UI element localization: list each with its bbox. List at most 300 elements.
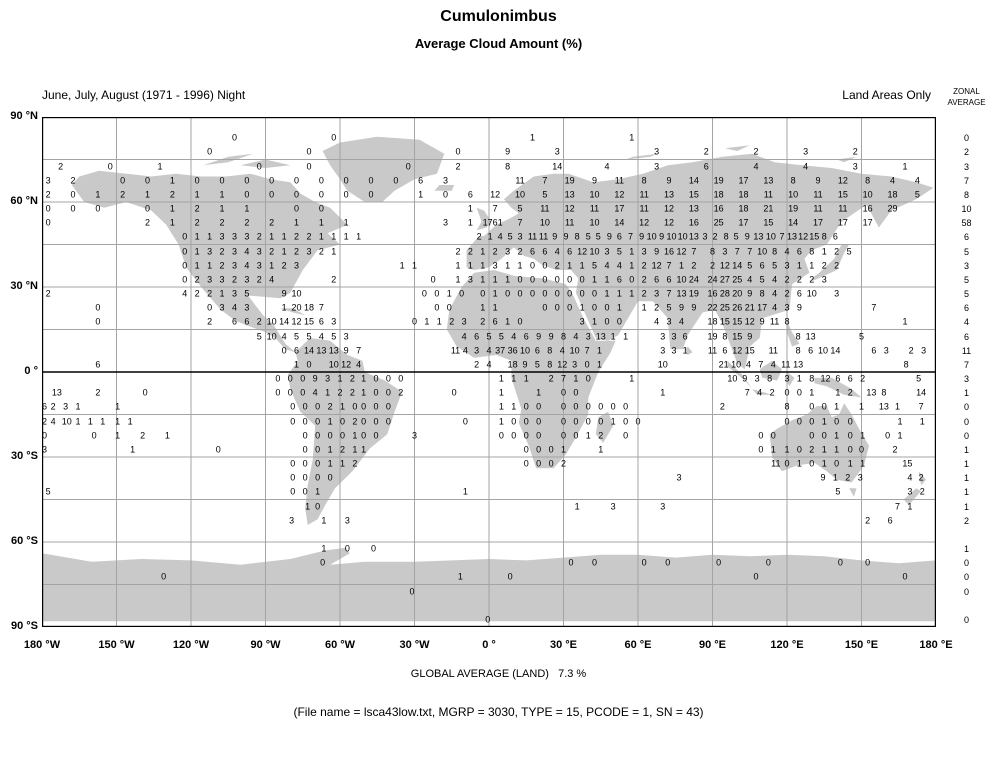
zonal-average-value: 0 bbox=[963, 416, 969, 427]
grid-value: 0 bbox=[567, 288, 573, 299]
grid-value: 11 bbox=[639, 203, 649, 214]
grid-value: 11 bbox=[813, 203, 823, 214]
grid-value: 0 bbox=[784, 458, 790, 469]
grid-value: 1 bbox=[517, 260, 523, 271]
grid-value: 11 bbox=[639, 189, 649, 200]
grid-value: 1 bbox=[629, 132, 635, 143]
grid-value: 0 bbox=[182, 231, 188, 242]
zonal-average-value: 2 bbox=[963, 147, 969, 158]
grid-value: 9 bbox=[796, 302, 802, 313]
grid-value: 5 bbox=[293, 331, 300, 342]
grid-value: 4 bbox=[312, 387, 318, 398]
grid-value: 2 bbox=[140, 430, 146, 441]
grid-value: 3 bbox=[666, 316, 672, 327]
grid-value: 3 bbox=[572, 359, 578, 370]
grid-value: 1 bbox=[585, 430, 591, 441]
grid-value: 1 bbox=[169, 175, 175, 186]
grid-value: 13 bbox=[316, 345, 327, 356]
grid-value: 1 bbox=[505, 260, 511, 271]
grid-value: 2 bbox=[847, 387, 853, 398]
grid-value: 21 bbox=[763, 203, 774, 214]
latitude-tick-label: 60 °S bbox=[10, 535, 38, 547]
grid-value: 4 bbox=[486, 345, 492, 356]
grid-value: 6 bbox=[682, 331, 688, 342]
grid-value: 0 bbox=[858, 444, 865, 455]
grid-value: 4 bbox=[914, 175, 920, 186]
grid-value: 0 bbox=[753, 571, 759, 582]
grid-value: 4 bbox=[573, 331, 579, 342]
grid-value: 0 bbox=[847, 430, 853, 441]
grid-value: 0 bbox=[758, 444, 764, 455]
grid-value: 0 bbox=[604, 316, 610, 327]
grid-value: 9 bbox=[281, 288, 287, 299]
grid-value: 0 bbox=[536, 444, 542, 455]
grid-value: 3 bbox=[784, 260, 790, 271]
grid-value: 15 bbox=[837, 189, 848, 200]
grid-value: 3 bbox=[231, 260, 238, 271]
grid-value: 2 bbox=[144, 217, 151, 228]
grid-value: 0 bbox=[231, 132, 238, 143]
grid-value: 2 bbox=[809, 444, 815, 455]
grid-value: 22 bbox=[707, 302, 718, 313]
grid-value: 1 bbox=[281, 231, 287, 242]
grid-value: 2 bbox=[641, 260, 647, 271]
grid-value: 1 bbox=[455, 260, 461, 271]
grid-value: 3 bbox=[231, 246, 238, 257]
grid-value: 1 bbox=[560, 444, 567, 455]
grid-value: 8 bbox=[821, 231, 827, 242]
grid-value: 0 bbox=[536, 401, 542, 412]
grid-value: 10 bbox=[266, 331, 277, 342]
grid-value: 0 bbox=[421, 288, 427, 299]
grid-value: 11 bbox=[527, 231, 538, 242]
grid-value: 3 bbox=[41, 444, 48, 455]
longitude-tick-label: 90 °E bbox=[698, 639, 727, 651]
grid-value: 6 bbox=[318, 316, 324, 327]
grid-value: 3 bbox=[660, 501, 666, 512]
grid-value: 2 bbox=[45, 288, 51, 299]
grid-value: 1 bbox=[897, 416, 903, 427]
grid-value: 3 bbox=[442, 217, 449, 228]
page-title: Cumulonimbus bbox=[440, 8, 557, 25]
grid-value: 2 bbox=[796, 274, 802, 285]
grid-value: 18 bbox=[887, 189, 898, 200]
grid-value: 0 bbox=[523, 444, 529, 455]
zonal-average-value: 10 bbox=[961, 204, 972, 215]
grid-value: 9 bbox=[563, 231, 569, 242]
grid-value: 8 bbox=[560, 331, 567, 342]
grid-value: 2 bbox=[784, 274, 790, 285]
grid-value: 18 bbox=[738, 189, 749, 200]
grid-value: 9 bbox=[759, 316, 765, 327]
zonal-average-value: 1 bbox=[963, 473, 969, 484]
grid-value: 6 bbox=[534, 345, 540, 356]
grid-value: 3 bbox=[784, 373, 790, 384]
grid-value: 14 bbox=[732, 260, 743, 271]
land-areas-label: Land Areas Only bbox=[842, 88, 931, 102]
longitude-tick-label: 120 °W bbox=[172, 639, 210, 651]
grid-value: 1 bbox=[194, 260, 200, 271]
grid-value: 1 bbox=[480, 246, 486, 257]
grid-value: 13 bbox=[805, 331, 816, 342]
grid-value: 3 bbox=[331, 316, 337, 327]
grid-value: 3 bbox=[857, 472, 863, 483]
grid-value: 4 bbox=[770, 359, 776, 370]
grid-value: 12 bbox=[557, 359, 568, 370]
grid-value: 2 bbox=[548, 373, 554, 384]
grid-value: 2 bbox=[231, 274, 238, 285]
grid-value: 18 bbox=[713, 189, 724, 200]
grid-value: 9 bbox=[312, 373, 318, 384]
grid-value: 1 bbox=[492, 274, 498, 285]
grid-value: 1 bbox=[446, 288, 452, 299]
grid-value: 1 bbox=[511, 401, 517, 412]
grid-value: 13 bbox=[793, 359, 804, 370]
grid-value: 4 bbox=[889, 175, 896, 186]
grid-value: 0 bbox=[318, 203, 324, 214]
grid-value: 4 bbox=[511, 331, 517, 342]
zonal-average-value: 1 bbox=[963, 388, 969, 399]
grid-value: 6 bbox=[847, 373, 853, 384]
grid-value: 2 bbox=[809, 274, 815, 285]
longitude-tick-label: 30 °E bbox=[549, 639, 578, 651]
grid-value: 1 bbox=[616, 302, 622, 313]
grid-value: 0 bbox=[451, 387, 457, 398]
grid-value: 0 bbox=[623, 430, 629, 441]
grid-value: 17 bbox=[738, 217, 749, 228]
grid-value: 8 bbox=[759, 288, 765, 299]
grid-value: 0 bbox=[765, 557, 771, 568]
grid-value: 12 bbox=[651, 260, 662, 271]
grid-value: 1 bbox=[796, 373, 802, 384]
grid-value: 1 bbox=[511, 373, 517, 384]
grid-value: 1 bbox=[194, 246, 200, 257]
grid-value: 0 bbox=[409, 586, 415, 597]
grid-value: 1 bbox=[821, 458, 827, 469]
grid-value: 7 bbox=[747, 246, 753, 257]
grid-value: 7 bbox=[560, 373, 567, 384]
grid-value: 0 bbox=[91, 430, 97, 441]
grid-value: 1 bbox=[919, 416, 925, 427]
grid-value: 2 bbox=[860, 373, 866, 384]
grid-value: 2 bbox=[194, 274, 200, 285]
grid-value: 0 bbox=[560, 401, 567, 412]
grid-value: 2 bbox=[918, 472, 924, 483]
latitude-tick-label: 90 °S bbox=[10, 620, 38, 632]
grid-value: 0 bbox=[368, 189, 374, 200]
grid-value: 0 bbox=[809, 430, 815, 441]
grid-value: 0 bbox=[529, 260, 536, 271]
grid-value: 2 bbox=[331, 274, 337, 285]
grid-value: 20 bbox=[291, 302, 302, 313]
grid-value: 11 bbox=[589, 203, 600, 214]
grid-value: 3 bbox=[256, 246, 262, 257]
grid-value: 1 bbox=[293, 217, 300, 228]
grid-value: 0 bbox=[865, 557, 871, 568]
grid-value: 9 bbox=[678, 302, 685, 313]
grid-value: 6 bbox=[529, 246, 536, 257]
grid-value: 0 bbox=[293, 175, 300, 186]
grid-value: 6 bbox=[722, 345, 728, 356]
grid-value: 1 bbox=[858, 401, 865, 412]
grid-value: 0 bbox=[182, 246, 188, 257]
grid-value: 2 bbox=[641, 288, 647, 299]
grid-value: 9 bbox=[747, 288, 753, 299]
grid-value: 4 bbox=[757, 387, 763, 398]
grid-value: 0 bbox=[385, 401, 391, 412]
grid-value: 3 bbox=[660, 331, 666, 342]
grid-value: 6 bbox=[759, 260, 765, 271]
grid-value: 4 bbox=[784, 246, 790, 257]
grid-value: 0 bbox=[573, 430, 579, 441]
grid-value: 1 bbox=[339, 401, 346, 412]
grid-value: 15 bbox=[732, 316, 743, 327]
grid-value: 1 bbox=[610, 416, 616, 427]
longitude-tick-label: 60 °W bbox=[324, 639, 356, 651]
grid-value: 0 bbox=[434, 288, 440, 299]
grid-value: 3 bbox=[604, 246, 610, 257]
grid-value: 0 bbox=[302, 486, 308, 497]
grid-value: 17 bbox=[862, 217, 873, 228]
grid-value: 0 bbox=[809, 458, 815, 469]
grid-value: 0 bbox=[591, 302, 598, 313]
grid-value: 0 bbox=[809, 416, 815, 427]
grid-value: 1 bbox=[492, 302, 498, 313]
grid-value: 25 bbox=[719, 302, 730, 313]
grid-value: 4 bbox=[616, 260, 622, 271]
grid-value: 8 bbox=[722, 331, 728, 342]
grid-value: 37 bbox=[495, 345, 506, 356]
grid-value: 7 bbox=[584, 345, 590, 356]
grid-value: 0 bbox=[834, 416, 840, 427]
grid-value: 0 bbox=[616, 316, 622, 327]
zonal-average-value: 4 bbox=[963, 317, 969, 328]
grid-value: 4 bbox=[753, 161, 759, 172]
grid-value: 4 bbox=[462, 345, 468, 356]
grid-value: 0 bbox=[207, 146, 213, 157]
grid-value: 6 bbox=[796, 288, 802, 299]
grid-value: 0 bbox=[623, 401, 629, 412]
grid-value: 0 bbox=[373, 430, 379, 441]
grid-value: 3 bbox=[244, 274, 250, 285]
grid-value: 0 bbox=[585, 401, 591, 412]
grid-value: 16 bbox=[862, 203, 873, 214]
grid-value: 0 bbox=[244, 189, 250, 200]
period-label: June, July, August (1971 - 1996) Night bbox=[42, 88, 246, 102]
zonal-average-value: 2 bbox=[963, 515, 969, 526]
zonal-average-value: 5 bbox=[963, 274, 969, 285]
grid-value: 3 bbox=[411, 430, 418, 441]
grid-value: 0 bbox=[784, 416, 790, 427]
grid-value: 2 bbox=[256, 316, 262, 327]
grid-value: 5 bbox=[45, 486, 51, 497]
grid-value: 4 bbox=[461, 331, 467, 342]
grid-value: 0 bbox=[269, 175, 275, 186]
latitude-tick-label: 0 ° bbox=[24, 365, 38, 377]
grid-value: 3 bbox=[492, 260, 498, 271]
grid-value: 10 bbox=[788, 189, 799, 200]
grid-value: 0 bbox=[847, 444, 853, 455]
grid-value: 0 bbox=[554, 288, 560, 299]
zonal-average-value: 5 bbox=[963, 246, 969, 257]
grid-value: 6 bbox=[293, 345, 300, 356]
zonal-header-line1: ZONAL bbox=[953, 87, 980, 96]
grid-value: 1 bbox=[579, 302, 585, 313]
grid-value: 5 bbox=[542, 189, 548, 200]
grid-value: 3 bbox=[219, 231, 225, 242]
grid-value: 11 bbox=[450, 345, 461, 356]
grid-value: 0 bbox=[542, 288, 548, 299]
grid-value: 0 bbox=[442, 189, 449, 200]
grid-value: 3 bbox=[654, 146, 660, 157]
grid-value: 1 bbox=[902, 161, 908, 172]
grid-value: 1 bbox=[361, 387, 367, 398]
zonal-average-value: 1 bbox=[963, 459, 969, 470]
grid-value: 1 bbox=[343, 217, 349, 228]
grid-value: 0 bbox=[623, 416, 629, 427]
grid-value: 1 bbox=[678, 260, 685, 271]
grid-value: 17 bbox=[837, 217, 848, 228]
grid-value: 7 bbox=[734, 246, 740, 257]
grid-value: 1 bbox=[305, 501, 311, 512]
grid-value: 2 bbox=[641, 274, 647, 285]
grid-value: 2 bbox=[852, 146, 858, 157]
grid-value: 0 bbox=[847, 416, 853, 427]
grid-value: 0 bbox=[585, 373, 591, 384]
grid-value: 10 bbox=[519, 345, 531, 356]
grid-value: 11 bbox=[538, 231, 549, 242]
grid-value: 0 bbox=[207, 302, 213, 313]
grid-value: 1 bbox=[207, 260, 213, 271]
grid-value: 0 bbox=[455, 146, 461, 157]
grid-value: 10 bbox=[765, 231, 776, 242]
grid-value: 1 bbox=[352, 430, 358, 441]
grid-value: 5 bbox=[733, 231, 739, 242]
grid-value: 1 bbox=[579, 260, 585, 271]
grid-value: 1 bbox=[455, 274, 461, 285]
grid-value: 0 bbox=[809, 401, 815, 412]
zonal-average-value: 1 bbox=[963, 501, 969, 512]
grid-value: 0 bbox=[523, 416, 529, 427]
grid-value: 1 bbox=[591, 316, 598, 327]
grid-value: 0 bbox=[45, 203, 51, 214]
grid-value: 2 bbox=[194, 288, 200, 299]
grid-value: 13 bbox=[564, 189, 575, 200]
grid-value: 5 bbox=[486, 331, 492, 342]
grid-value: 10 bbox=[328, 359, 339, 370]
grid-value: 11 bbox=[838, 203, 848, 214]
grid-value: 10 bbox=[61, 416, 72, 427]
grid-value: 4 bbox=[244, 246, 250, 257]
grid-value: 10 bbox=[291, 288, 302, 299]
grid-value: 0 bbox=[315, 458, 321, 469]
grid-value: 7 bbox=[744, 387, 750, 398]
grid-value: 0 bbox=[517, 288, 523, 299]
grid-value: 11 bbox=[781, 359, 791, 370]
grid-value: 10 bbox=[589, 217, 600, 228]
grid-value: 2 bbox=[821, 260, 827, 271]
grid-value: 1 bbox=[598, 444, 604, 455]
grid-value: 11 bbox=[768, 345, 778, 356]
grid-value: 0 bbox=[523, 430, 529, 441]
grid-value: 27 bbox=[719, 274, 730, 285]
grid-value: 13 bbox=[763, 175, 774, 186]
grid-value: 11 bbox=[813, 189, 823, 200]
grid-value: 4 bbox=[907, 472, 913, 483]
grid-value: 2 bbox=[269, 217, 275, 228]
grid-value: 20 bbox=[732, 288, 743, 299]
longitude-tick-label: 150 °E bbox=[844, 639, 879, 651]
grid-value: 1 bbox=[660, 387, 666, 398]
grid-value: 1 bbox=[169, 203, 175, 214]
grid-value: 1 bbox=[321, 543, 327, 554]
grid-value: 8 bbox=[547, 345, 553, 356]
grid-value: 4 bbox=[678, 316, 685, 327]
grid-value: 0 bbox=[161, 571, 167, 582]
grid-value: 12 bbox=[820, 373, 831, 384]
grid-value: 19 bbox=[688, 288, 699, 299]
grid-value: 3 bbox=[63, 401, 69, 412]
grid-value: 3 bbox=[852, 161, 858, 172]
grid-value: 0 bbox=[517, 274, 523, 285]
grid-value: 2 bbox=[337, 387, 343, 398]
grid-value: 5 bbox=[858, 331, 865, 342]
grid-value: 1 bbox=[907, 501, 913, 512]
grid-value: 1 bbox=[604, 274, 610, 285]
grid-value: 7 bbox=[492, 203, 498, 214]
grid-value: 1 bbox=[629, 373, 635, 384]
grid-value: 0 bbox=[368, 175, 374, 186]
grid-value: 1 bbox=[832, 472, 838, 483]
grid-value: 0 bbox=[511, 416, 517, 427]
longitude-tick-label: 30 °W bbox=[399, 639, 430, 651]
grid-value: 4 bbox=[269, 274, 275, 285]
grid-value: 1 bbox=[75, 401, 81, 412]
grid-value: 3 bbox=[344, 515, 350, 526]
grid-value: 0 bbox=[318, 175, 324, 186]
grid-value: 0 bbox=[318, 189, 324, 200]
grid-value: 5 bbox=[585, 231, 591, 242]
grid-value: 2 bbox=[281, 260, 287, 271]
grid-value: 12 bbox=[341, 359, 352, 370]
zonal-average-value: 0 bbox=[963, 558, 969, 569]
grid-value: 6 bbox=[467, 189, 473, 200]
grid-value: 1 bbox=[399, 260, 405, 271]
grid-value: 0 bbox=[256, 161, 262, 172]
grid-value: 2 bbox=[560, 458, 567, 469]
grid-value: 9 bbox=[691, 302, 697, 313]
zonal-average-value: 5 bbox=[963, 289, 969, 300]
grid-value: 1 bbox=[784, 444, 790, 455]
grid-value: 1 bbox=[207, 231, 213, 242]
grid-value: 17 bbox=[738, 175, 749, 186]
grid-value: 0 bbox=[302, 401, 308, 412]
grid-value: 3 bbox=[671, 331, 677, 342]
grid-value: 1 bbox=[467, 217, 473, 228]
grid-value: 2 bbox=[703, 146, 709, 157]
grid-value: 2 bbox=[784, 288, 790, 299]
grid-value: 0 bbox=[536, 430, 542, 441]
grid-value: 0 bbox=[385, 373, 391, 384]
grid-value: 8 bbox=[784, 401, 790, 412]
grid-value: 1 bbox=[169, 217, 175, 228]
grid-value: 5 bbox=[914, 189, 920, 200]
grid-value: 3 bbox=[343, 331, 349, 342]
grid-value: 0 bbox=[300, 373, 306, 384]
grid-value: 0 bbox=[142, 387, 148, 398]
grid-value: 18 bbox=[507, 359, 518, 370]
grid-value: 3 bbox=[517, 231, 523, 242]
